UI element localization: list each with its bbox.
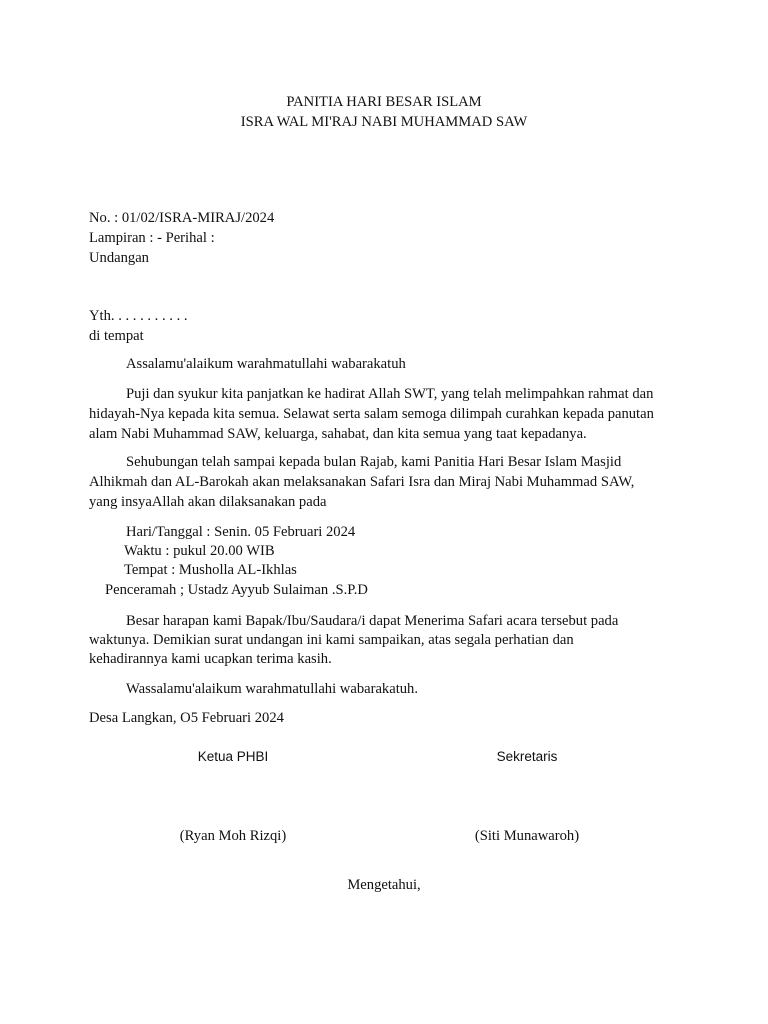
letter-subject-value: Undangan (89, 250, 149, 266)
paragraph-3-line: waktunya. Demikian surat undangan ini kami sampaikan, atas segala perhatian dan (89, 632, 574, 648)
opening-greeting: Assalamu'alaikum warahmatullahi wabarakatuh (126, 356, 406, 372)
paragraph-1-line: hidayah-Nya kepada kita semua. Selawat serta salam semoga dilimpah curahkan kepada panutan (89, 406, 654, 422)
paragraph-3-line: Besar harapan kami Bapak/Ibu/Saudara/i dapat Menerima Safari acara tersebut pada (126, 613, 619, 629)
letter-attachment-subject: Lampiran : - Perihal : (89, 230, 215, 246)
letter-header-line-1: PANITIA HARI BESAR ISLAM (286, 94, 482, 110)
recipient-place: di tempat (89, 328, 144, 344)
paragraph-2-line: yang insyaAllah akan dilaksanakan pada (89, 494, 327, 510)
place-date: Desa Langkan, O5 Februari 2024 (89, 710, 284, 726)
recipient-yth: Yth. . . . . . . . . . . (89, 308, 188, 324)
signature-title-secretary: Sekretaris (496, 749, 558, 764)
paragraph-2-line: Alhikmah dan AL-Barokah akan melaksanakan Safari Isra dan Miraj Nabi Muhammad SAW, (89, 474, 635, 490)
paragraph-1-line: alam Nabi Muhammad SAW, keluarga, sahabat, dan kita semua yang taat kepadanya. (89, 426, 587, 442)
signature-title-chair: Ketua PHBI (197, 749, 269, 764)
event-date: Hari/Tanggal : Senin. 05 Februari 2024 (126, 524, 356, 540)
event-speaker: Penceramah ; Ustadz Ayyub Sulaiman .S.P.D (105, 582, 368, 598)
paragraph-1-line: Puji dan syukur kita panjatkan ke hadirat Allah SWT, yang telah melimpahkan rahmat dan (126, 386, 654, 402)
acknowledgement-label: Mengetahui, (347, 877, 421, 893)
signature-name-chair: (Ryan Moh Rizqi) (179, 828, 287, 844)
paragraph-3-line: kehadirannya kami ucapkan terima kasih. (89, 651, 332, 667)
signature-name-secretary: (Siti Munawaroh) (474, 828, 580, 844)
event-time: Waktu : pukul 20.00 WIB (124, 543, 275, 559)
letter-number: No. : 01/02/ISRA-MIRAJ/2024 (89, 210, 275, 226)
paragraph-2-line: Sehubungan telah sampai kepada bulan Rajab, kami Panitia Hari Besar Islam Masjid (126, 454, 622, 470)
event-location: Tempat : Musholla AL-Ikhlas (124, 562, 297, 578)
closing-greeting: Wassalamu'alaikum warahmatullahi wabarakatuh. (126, 681, 419, 697)
letter-header-line-2: ISRA WAL MI'RAJ NABI MUHAMMAD SAW (240, 114, 528, 130)
